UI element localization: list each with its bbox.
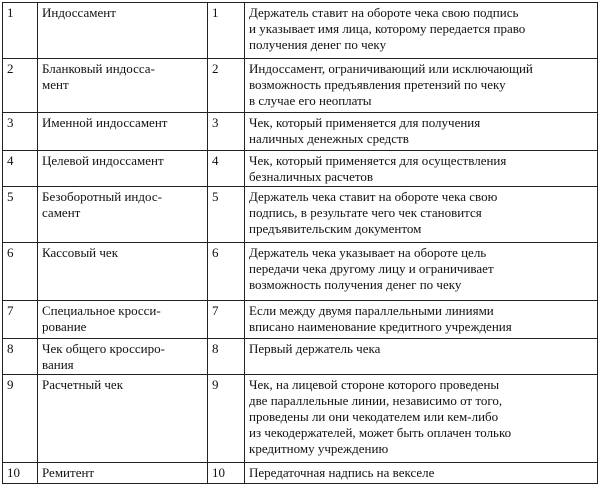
table-row — [3, 463, 598, 484]
definition-cell: Первый держатель чека — [245, 339, 598, 375]
definition-cell: Индоссамент, ограничивающий или исключающий возможность предъявления претензий по чеку в случае его неоплаты — [245, 59, 598, 113]
table-row — [3, 113, 598, 151]
definition-cell: Держатель чека ставит на обороте чека свою подпись, в результате чего чек становится предъявительским документом — [245, 187, 598, 243]
definition-cell: Держатель чека указывает на обороте цель передачи чека другому лицу и ограничивает возможность получения денег по чеку — [245, 243, 598, 301]
table-row — [3, 151, 598, 187]
table-row — [3, 3, 598, 59]
term-cell: Чек общего кроссиро- вания — [38, 339, 208, 375]
left-number-cell: 10 — [3, 463, 38, 484]
definition-cell: Держатель ставит на обороте чека свою подпись и указывает имя лица, которому передается право получения денег по чеку — [245, 3, 598, 59]
right-number-cell: 6 — [208, 243, 245, 301]
table-row — [3, 301, 598, 339]
term-cell: Расчетный чек — [38, 375, 208, 463]
left-number-cell: 3 — [3, 113, 38, 151]
term-cell: Бланковый индосса- мент — [38, 59, 208, 113]
left-number-cell: 9 — [3, 375, 38, 463]
right-number-cell: 7 — [208, 301, 245, 339]
left-number-cell: 6 — [3, 243, 38, 301]
term-cell: Кассовый чек — [38, 243, 208, 301]
term-cell: Целевой индоссамент — [38, 151, 208, 187]
right-number-cell: 8 — [208, 339, 245, 375]
left-number-cell: 7 — [3, 301, 38, 339]
left-number-cell: 2 — [3, 59, 38, 113]
table-row — [3, 375, 598, 463]
left-number-cell: 1 — [3, 3, 38, 59]
right-number-cell: 2 — [208, 59, 245, 113]
definition-cell: Чек, который применяется для осуществления безналичных расчетов — [245, 151, 598, 187]
table-row — [3, 59, 598, 113]
table-row — [3, 187, 598, 243]
right-number-cell: 9 — [208, 375, 245, 463]
left-number-cell: 5 — [3, 187, 38, 243]
table-body — [3, 3, 598, 484]
right-number-cell: 10 — [208, 463, 245, 484]
definition-cell: Чек, который применяется для получения наличных денежных средств — [245, 113, 598, 151]
term-cell: Специальное кросси- рование — [38, 301, 208, 339]
right-number-cell: 5 — [208, 187, 245, 243]
matching-table — [2, 2, 598, 484]
term-cell: Безоборотный индос- самент — [38, 187, 208, 243]
table-row — [3, 339, 598, 375]
term-cell: Ремитент — [38, 463, 208, 484]
term-cell: Именной индоссамент — [38, 113, 208, 151]
left-number-cell: 4 — [3, 151, 38, 187]
definition-cell: Если между двумя параллельными линиями вписано наименование кредитного учреждения — [245, 301, 598, 339]
right-number-cell: 3 — [208, 113, 245, 151]
right-number-cell: 4 — [208, 151, 245, 187]
definition-cell: Передаточная надпись на векселе — [245, 463, 598, 484]
definition-cell: Чек, на лицевой стороне которого проведены две параллельные линии, независимо от того, проведены ли они чекодателем или кем-либо из чекодержателей, может быть оплачен только кредитному учреждению — [245, 375, 598, 463]
term-cell: Индоссамент — [38, 3, 208, 59]
right-number-cell: 1 — [208, 3, 245, 59]
table-row — [3, 243, 598, 301]
left-number-cell: 8 — [3, 339, 38, 375]
